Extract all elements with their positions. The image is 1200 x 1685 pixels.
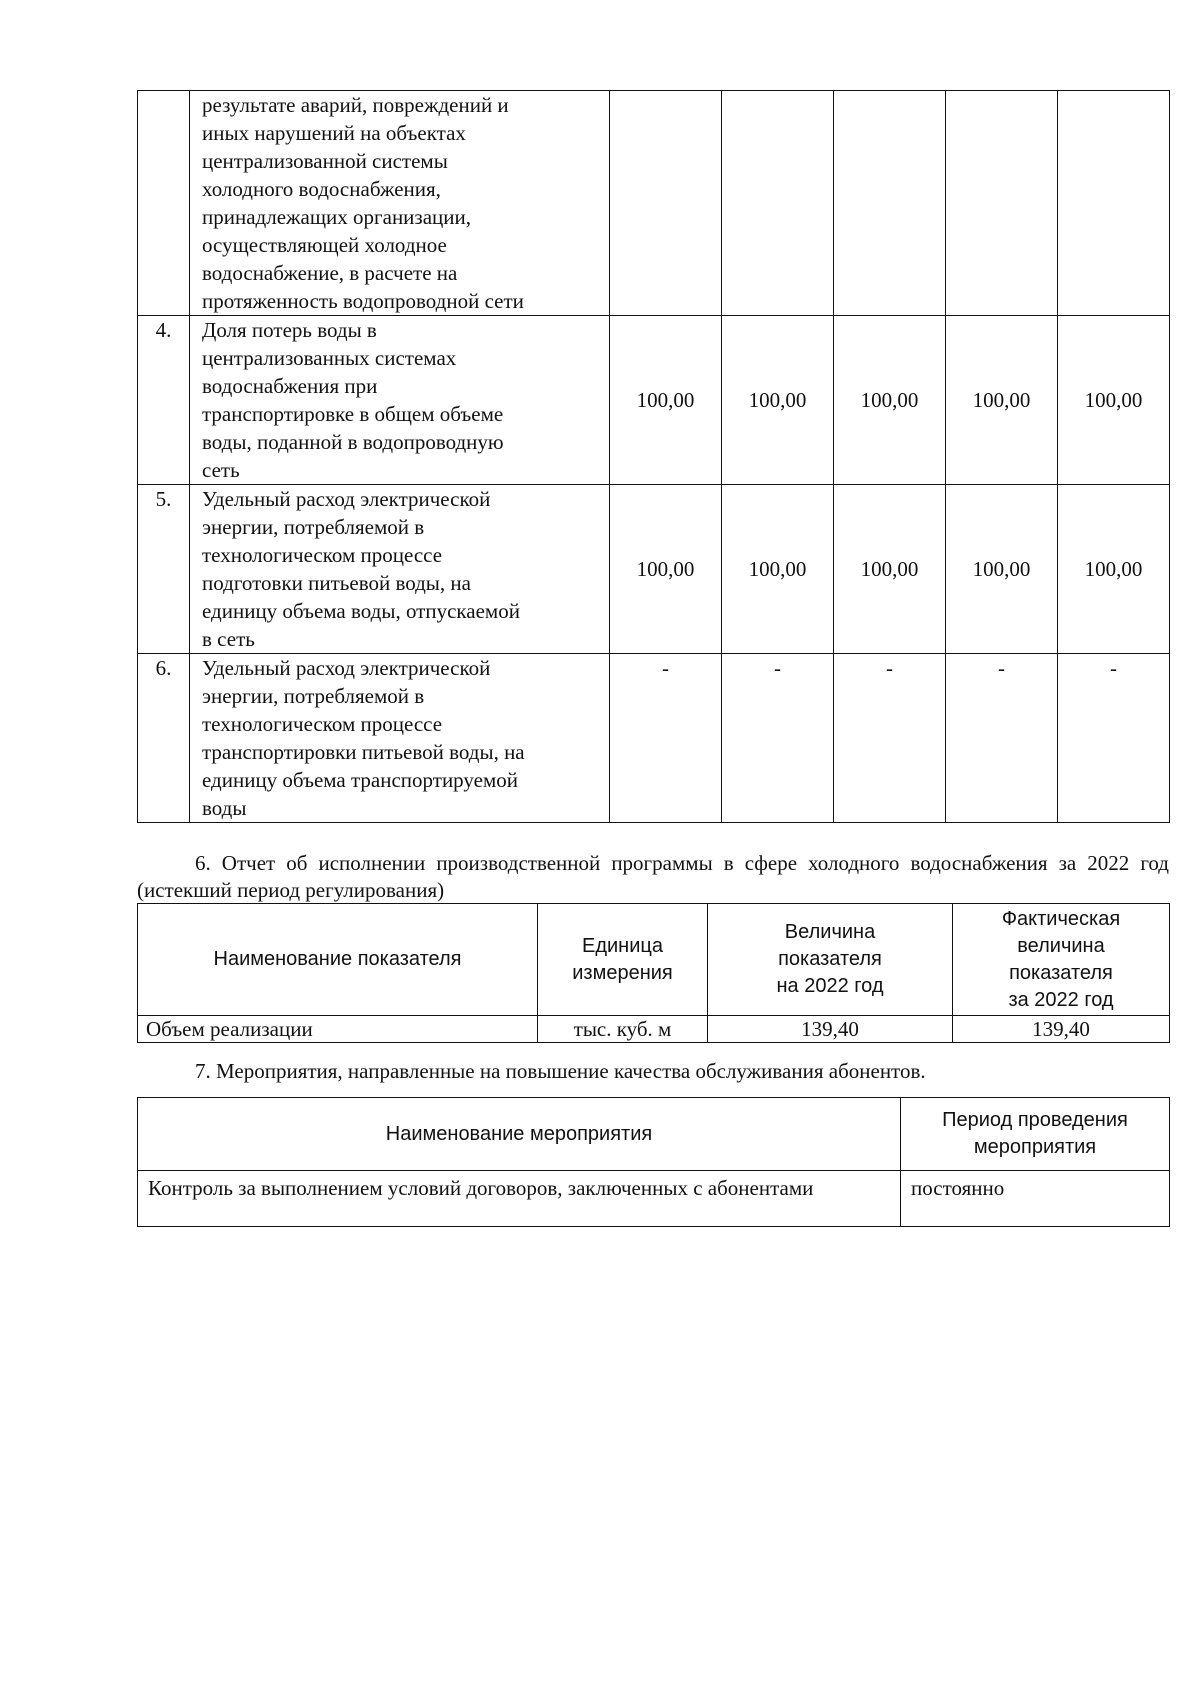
indicator-description bbox=[190, 316, 610, 485]
description-line: единицу объема воды, отпускаемой bbox=[202, 599, 520, 623]
description-line: технологическом процессе bbox=[202, 712, 443, 736]
indicator-value: 100,00 bbox=[610, 316, 722, 485]
description-line: энергии, потребляемой в bbox=[202, 515, 425, 539]
planned-value: 139,40 bbox=[708, 1016, 953, 1043]
indicator-value: 100,00 bbox=[834, 316, 946, 485]
measures-table bbox=[137, 1097, 1170, 1227]
header-line: Период проведения bbox=[942, 1109, 1128, 1131]
description-line: энергии, потребляемой в bbox=[202, 684, 425, 708]
measure-period: постоянно bbox=[901, 1171, 1170, 1227]
description-line: холодного водоснабжения, bbox=[202, 177, 441, 201]
indicator-value: - bbox=[946, 654, 1058, 823]
header-line: показателя bbox=[778, 948, 882, 970]
header-line: Наименование мероприятия bbox=[385, 1122, 653, 1145]
indicator-value: 100,00 bbox=[1058, 316, 1170, 485]
description-line: иных нарушений на объектах bbox=[202, 121, 466, 145]
header-line: измерения bbox=[572, 961, 673, 984]
section-6-heading bbox=[137, 850, 1169, 904]
header-line: за 2022 год bbox=[1008, 988, 1114, 1011]
indicator-description bbox=[190, 485, 610, 654]
indicator-value: 100,00 bbox=[834, 485, 946, 654]
description-line: воды bbox=[202, 796, 247, 820]
description-line: сеть bbox=[202, 458, 240, 482]
indicator-value: 100,00 bbox=[946, 316, 1058, 485]
table-row bbox=[138, 1016, 1170, 1043]
indicator-value bbox=[834, 91, 946, 316]
indicator-value: 100,00 bbox=[722, 316, 834, 485]
indicator-value bbox=[1058, 91, 1170, 316]
description-line: централизованных системах bbox=[202, 346, 457, 370]
table-header-row bbox=[138, 1098, 1170, 1171]
header-measure-period bbox=[901, 1098, 1170, 1171]
indicator-value: 100,00 bbox=[946, 485, 1058, 654]
indicator-value bbox=[946, 91, 1058, 316]
row-number: 5. bbox=[138, 485, 190, 654]
description-line: технологическом процессе bbox=[202, 543, 443, 567]
description-line: транспортировки питьевой воды, на bbox=[202, 740, 525, 764]
description-line: воды, поданной в водопроводную bbox=[202, 430, 504, 454]
table-row bbox=[138, 316, 1170, 485]
description-line: осуществляющей холодное bbox=[202, 233, 447, 257]
description-line: единицу объема транспортируемой bbox=[202, 768, 518, 792]
description-line: Удельный расход электрической bbox=[202, 487, 491, 511]
indicator-value: 100,00 bbox=[610, 485, 722, 654]
indicator-value: - bbox=[1058, 654, 1170, 823]
description-line: принадлежащих организации, bbox=[202, 205, 472, 229]
indicator-description bbox=[190, 91, 610, 316]
production-report-table bbox=[137, 903, 1170, 1043]
indicators-table bbox=[137, 90, 1170, 823]
indicator-value bbox=[722, 91, 834, 316]
indicator-value: - bbox=[722, 654, 834, 823]
indicator-value: 100,00 bbox=[722, 485, 834, 654]
table-row bbox=[138, 91, 1170, 316]
indicator-value: 100,00 bbox=[1058, 485, 1170, 654]
table-row bbox=[138, 654, 1170, 823]
description-line: Доля потерь воды в bbox=[202, 318, 377, 342]
header-line: величина bbox=[1017, 934, 1105, 957]
indicator-value: - bbox=[610, 654, 722, 823]
description-line: подготовки питьевой воды, на bbox=[202, 571, 471, 595]
header-unit bbox=[538, 904, 708, 1016]
header-line: Фактическая bbox=[1001, 907, 1121, 930]
description-line: водоснабжение, в расчете на bbox=[202, 261, 458, 285]
actual-value: 139,40 bbox=[953, 1016, 1170, 1043]
table-row bbox=[138, 1171, 1170, 1227]
header-line: показателя bbox=[1009, 961, 1113, 984]
unit-value: тыс. куб. м bbox=[538, 1016, 708, 1043]
description-line: централизованной системы bbox=[202, 149, 448, 173]
measure-name: Контроль за выполнением условий договоров, заключенных с абонентами bbox=[138, 1171, 901, 1227]
header-measure-name bbox=[138, 1098, 901, 1171]
description-line: результате аварий, повреждений и bbox=[202, 93, 509, 117]
indicator-name: Объем реализации bbox=[138, 1016, 538, 1043]
header-line: Наименование показателя bbox=[213, 948, 462, 970]
description-line: водоснабжения при bbox=[202, 374, 378, 398]
header-planned-value bbox=[708, 904, 953, 1016]
row-number: 6. bbox=[138, 654, 190, 823]
header-actual-value bbox=[953, 904, 1170, 1016]
header-line: Величина bbox=[784, 921, 876, 943]
header-line: на 2022 год bbox=[776, 975, 884, 997]
table-header-row bbox=[138, 904, 1170, 1016]
indicator-value: - bbox=[834, 654, 946, 823]
description-line: в сеть bbox=[202, 627, 255, 651]
row-number: 4. bbox=[138, 316, 190, 485]
description-line: транспортировке в общем объеме bbox=[202, 402, 504, 426]
header-indicator-name bbox=[138, 904, 538, 1016]
section-7-heading: 7. Мероприятия, направленные на повышение качества обслуживания абонентов. bbox=[195, 1059, 926, 1083]
description-line: протяженность водопроводной сети bbox=[202, 289, 524, 313]
table-row bbox=[138, 485, 1170, 654]
row-number bbox=[138, 91, 190, 316]
header-line: мероприятия bbox=[973, 1136, 1097, 1158]
header-line: Единица bbox=[582, 934, 663, 957]
indicator-description bbox=[190, 654, 610, 823]
description-line: Удельный расход электрической bbox=[202, 656, 491, 680]
section-6-text: 6. Отчет об исполнении производственной программы в сфере холодного водоснабжения за 2022 год (истекший период регулирования) bbox=[137, 851, 1169, 902]
indicator-value bbox=[610, 91, 722, 316]
